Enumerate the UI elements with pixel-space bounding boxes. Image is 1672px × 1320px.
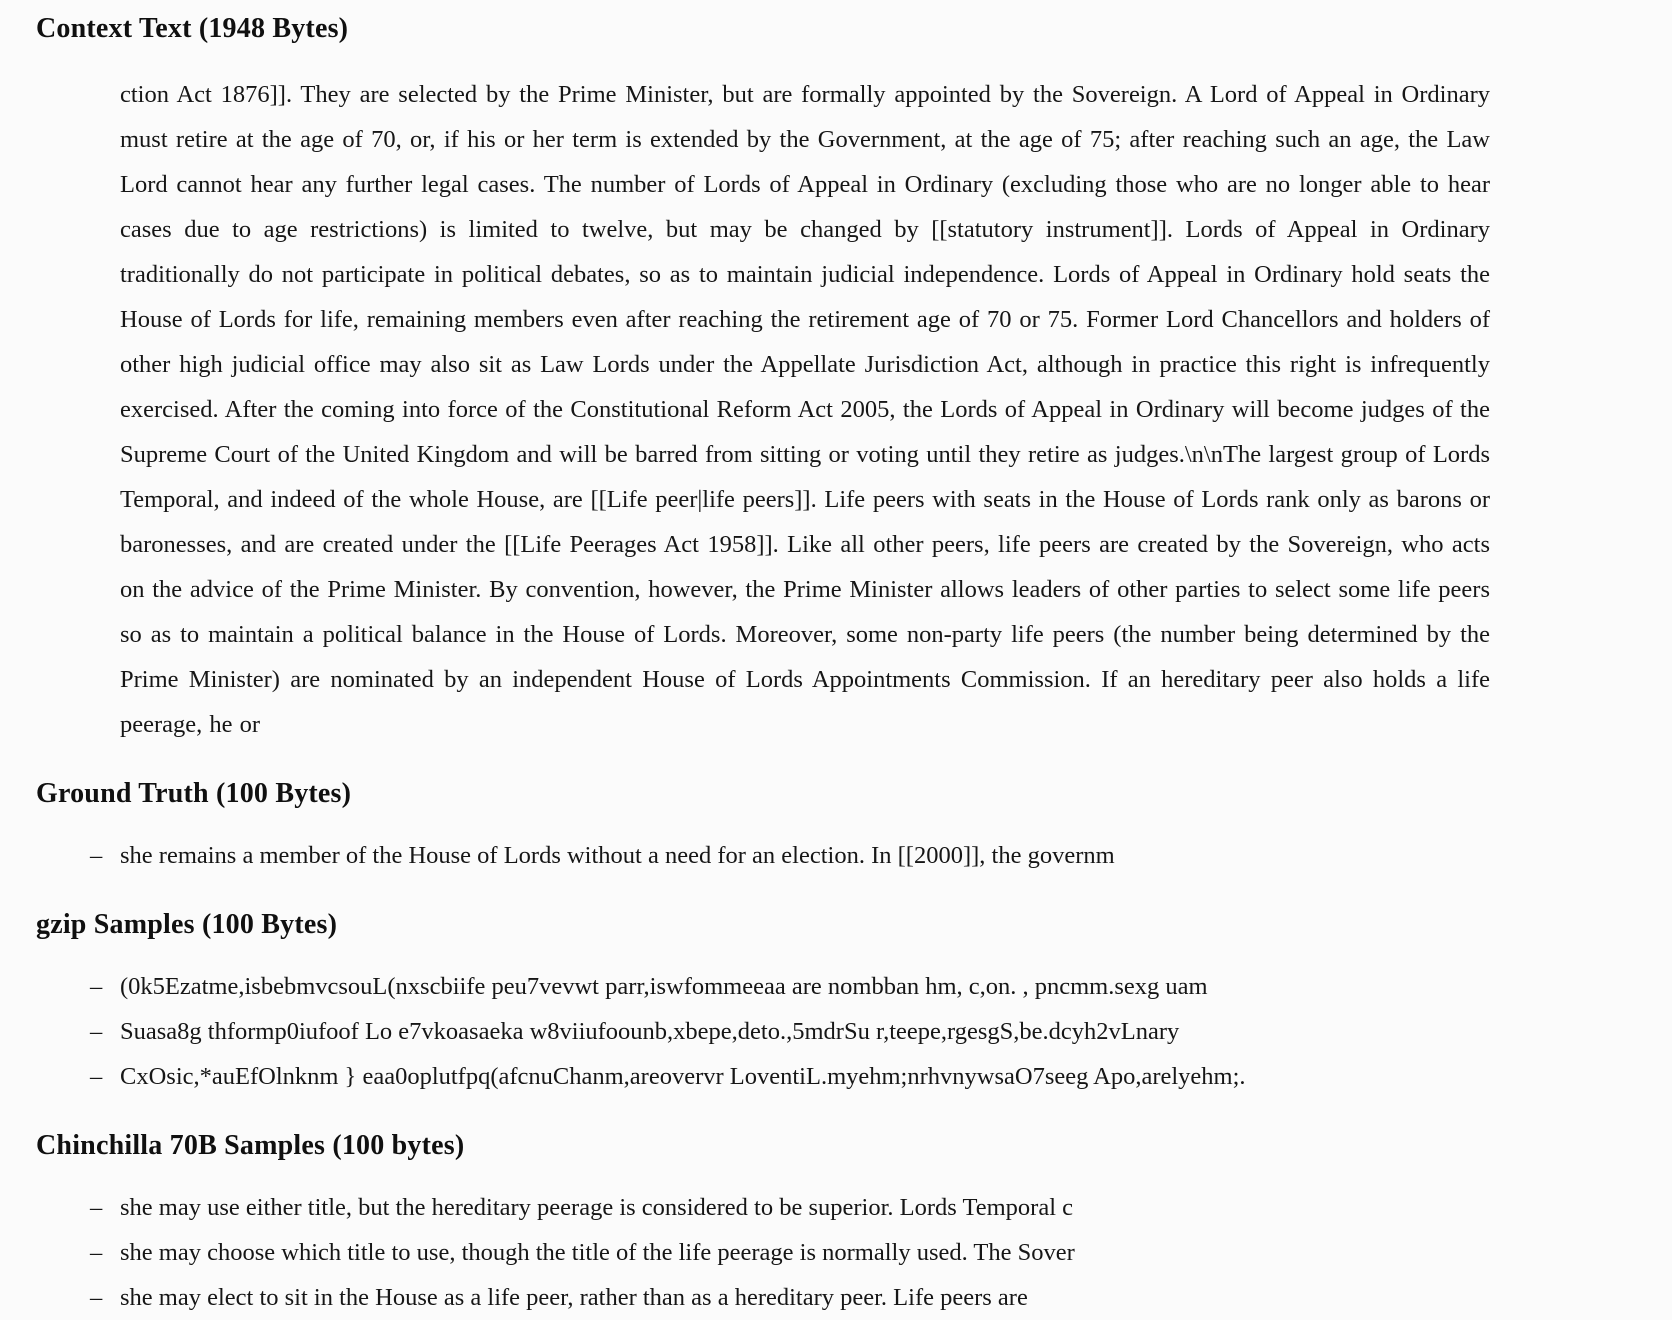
- bullet-dash: –: [90, 1063, 103, 1090]
- bullet-dash: –: [90, 1239, 103, 1266]
- ground-truth-heading: Ground Truth (100 Bytes): [36, 778, 352, 809]
- list-item: [90, 833, 1636, 878]
- ground-truth-sample-text: she remains a member of the House of Lords without a need for an election. In [[2000]], the governm: [120, 842, 1115, 869]
- gzip-sample-text: Suasa8g thformp0iufoof Lo e7vkoasaeka w8viiufoounb,xbepe,deto.,5mdrSu r,teepe,rgesgS,be.dcyh2vLnary: [120, 1018, 1180, 1045]
- gzip-sample-text: (0k5Ezatme,isbebmvcsouL(nxscbiife peu7vevwt parr,iswfommeeaa are nombban hm, c,on. , pncmm.sexg uam: [120, 973, 1208, 1000]
- list-item: [90, 1185, 1636, 1230]
- chinchilla-sample-text: she may choose which title to use, though the title of the life peerage is normally used. The Sover: [120, 1239, 1075, 1266]
- list-item: [90, 1275, 1636, 1320]
- chinchilla-sample-text: she may use either title, but the hereditary peerage is considered to be superior. Lords Temporal c: [120, 1194, 1074, 1221]
- bullet-dash: –: [90, 842, 103, 869]
- bullet-dash: –: [90, 1284, 103, 1311]
- bullet-dash: –: [90, 973, 103, 1000]
- list-item: [90, 1230, 1636, 1275]
- bullet-dash: –: [90, 1194, 103, 1221]
- section-ground-truth: [36, 777, 1636, 878]
- section-chinchilla-samples: [36, 1129, 1636, 1320]
- chinchilla-sample-text: she may elect to sit in the House as a life peer, rather than as a hereditary peer. Life peers are: [120, 1284, 1028, 1311]
- section-context-text: [36, 12, 1636, 747]
- gzip-samples-heading: gzip Samples (100 Bytes): [36, 909, 338, 940]
- context-paragraph: ction Act 1876]]. They are selected by the Prime Minister, but are formally appointed by the Sovereign. A Lord of Appeal in Ordinary must retire at the age of 70, or, if his or her term is extended by the Government, at the age of 75; after reaching such an age, the Law Lord cannot hear any further legal cases. The number of Lords of Appeal in Ordinary (excluding those who are no longer able to hear cases due to age restrictions) is limited to twelve, but may be changed by [[statutory instrument]]. Lords of Appeal in Ordinary traditionally do not participate in political debates, so as to maintain judicial independence. Lords of Appeal in Ordinary hold seats the House of Lords for life, remaining members even after reaching the retirement age of 70 or 75. Former Lord Chancellors and holders of other high judicial office may also sit as Law Lords under the Appellate Jurisdiction Act, although in practice this right is infrequently exercised. After the coming into force of the Constitutional Reform Act 2005, the Lords of Appeal in Ordinary will become judges of the Supreme Court of the United Kingdom and will be barred from sitting or voting until they retire as judges.\n\nThe largest group of Lords Temporal, and indeed of the whole House, are [[Life peer|life peers]]. Life peers with seats in the House of Lords rank only as barons or baronesses, and are created under the [[Life Peerages Act 1958]]. Like all other peers, life peers are created by the Sovereign, who acts on the advice of the Prime Minister. By convention, however, the Prime Minister allows leaders of other parties to select some life peers so as to maintain a political balance in the House of Lords. Moreover, some non-party life peers (the number being determined by the Prime Minister) are nominated by an independent House of Lords Appointments Commission. If an hereditary peer also holds a life peerage, he or: [120, 81, 1490, 738]
- context-text-heading: Context Text (1948 Bytes): [36, 13, 349, 44]
- list-item: [90, 964, 1636, 1009]
- gzip-samples-list: [90, 964, 1636, 1099]
- section-gzip-samples: [36, 908, 1636, 1099]
- chinchilla-samples-heading: Chinchilla 70B Samples (100 bytes): [36, 1130, 465, 1161]
- bullet-dash: –: [90, 1018, 103, 1045]
- list-item: [90, 1054, 1636, 1099]
- chinchilla-samples-list: [90, 1185, 1636, 1320]
- list-item: [90, 1009, 1636, 1054]
- ground-truth-list: [90, 833, 1636, 878]
- gzip-sample-text: CxOsic,*auEfOlnknm } eaa0oplutfpq(afcnuChanm,areovervr LoventiL.myehm;nrhvnywsaO7seeg Apo,arelyehm;.: [120, 1063, 1246, 1090]
